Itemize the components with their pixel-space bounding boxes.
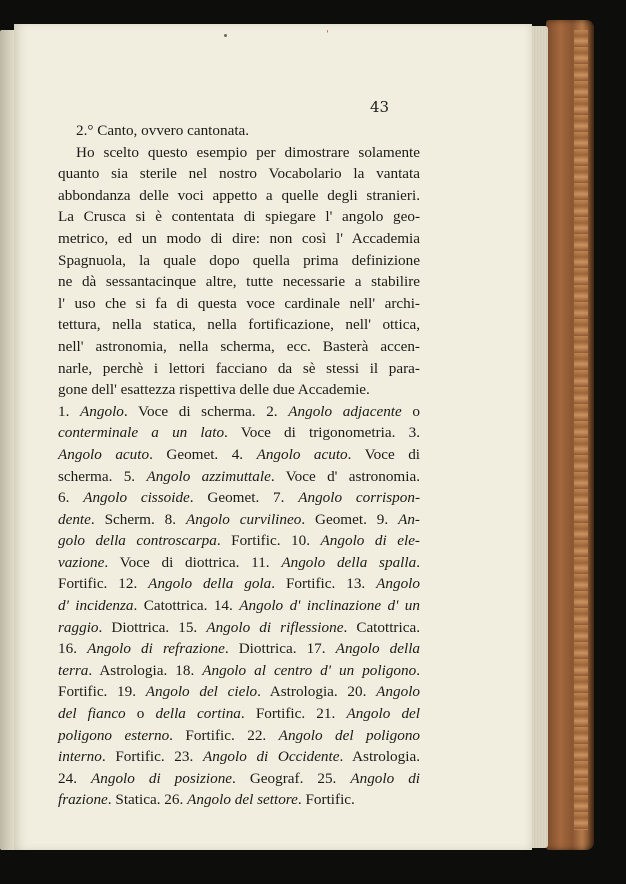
italic-term: Angolo di Occidente: [202, 748, 340, 766]
italic-term: Angolo del poligono: [278, 726, 421, 744]
text-run: gone dell' esattezza rispettiva delle due Accademie.: [58, 381, 370, 399]
text-run: . Statica. 26.: [107, 791, 188, 809]
text-run: Spagnuola, la quale dopo quella prima definizione: [58, 251, 420, 269]
text-run: . Voce di scherma. 2.: [123, 402, 289, 420]
text-line: [58, 293, 420, 315]
text-line: [58, 163, 420, 185]
text-run: Fortific. 19.: [58, 683, 146, 701]
ink-mark: ˈ: [326, 30, 329, 41]
text-run: 2.° Canto, ovvero cantonata.: [76, 122, 250, 139]
text-run: .: [416, 661, 421, 679]
text-run: quanto sia sterile nel nostro Vocabolario la vantata: [58, 165, 420, 183]
text-line: [58, 401, 420, 423]
text-line: [58, 358, 420, 380]
text-run: . Voce di diottrica. 11.: [104, 553, 282, 571]
italic-term: Angolo adjacente: [288, 402, 402, 420]
text-line: [58, 314, 420, 336]
italic-term: An-: [398, 510, 420, 528]
text-run: narle, perchè i lettori facciano da sè stessi il para-: [58, 359, 420, 377]
italic-term: Angolo del cielo: [145, 683, 258, 701]
text-line: [58, 185, 420, 207]
text-run: 6.: [58, 489, 84, 507]
marbled-edge: [574, 30, 588, 830]
text-run: 24.: [58, 769, 91, 787]
text-line: [58, 638, 420, 660]
text-line: [58, 509, 420, 531]
text-run: metrico, ed un modo di dire: non così l' Accademia: [58, 229, 420, 247]
text-run: . Diottrica. 17.: [224, 640, 336, 658]
text-run: . Astrologia. 20.: [257, 683, 377, 701]
text-run: . Scherm. 8.: [90, 510, 186, 528]
text-run: . Catottrica.: [343, 618, 420, 636]
ink-speck: [224, 34, 227, 37]
italic-term: della cortina: [155, 705, 241, 723]
text-line: [58, 746, 420, 768]
text-run: . Geomet. 7.: [189, 489, 299, 507]
text-run: l' uso che si fa di questa voce cardinale nell' archi-: [58, 294, 420, 312]
text-line: [58, 725, 420, 747]
italic-term: Angolo azzimuttale: [146, 467, 271, 485]
text-run: . Fortific. 21.: [240, 705, 347, 723]
text-run: . Fortific. 23.: [101, 748, 203, 766]
italic-term: raggio: [58, 618, 99, 636]
text-line: [58, 228, 420, 250]
text-line: [58, 379, 420, 401]
text-line: [58, 660, 420, 682]
italic-term: poligono esterno: [58, 726, 170, 744]
italic-term: Angolo curvilineo: [185, 510, 302, 528]
text-run: . Voce di: [347, 445, 421, 463]
italic-term: Angolo cissoide: [83, 489, 190, 507]
text-line: [58, 422, 420, 444]
page-number: 43: [370, 98, 390, 116]
text-run: . Fortific. 10.: [216, 532, 321, 550]
italic-term: Angolo del: [346, 705, 420, 723]
text-run: La Crusca si è contentata di spiegare l' angolo geo-: [58, 208, 420, 226]
text-run: Ho scelto questo esempio per dimostrare solamente: [76, 143, 420, 161]
italic-term: vazione: [58, 553, 105, 571]
italic-term: Angolo della: [335, 640, 421, 658]
text-run: . Fortific. 22.: [169, 726, 279, 744]
text-line: [58, 271, 420, 293]
italic-term: Angolo della gola: [148, 575, 272, 593]
italic-term: Angolo acuto: [256, 445, 348, 463]
text-line: [58, 206, 420, 228]
text-run: . Geomet. 4.: [149, 445, 257, 463]
text-run: . Catottrica. 14.: [133, 597, 240, 615]
italic-term: Angolo del settore: [187, 791, 298, 809]
italic-term: frazione: [58, 791, 108, 809]
text-run: o: [401, 402, 420, 420]
italic-term: Angolo della spalla: [281, 553, 417, 571]
text-line: [58, 120, 420, 142]
text-run: o: [125, 705, 156, 723]
text-line: [58, 789, 420, 811]
italic-term: Angolo di refrazione: [87, 640, 225, 658]
italic-term: del fianco: [58, 705, 126, 723]
text-run: . Fortific.: [297, 791, 355, 809]
italic-term: d' incidenza: [58, 597, 134, 615]
text-run: ne dà sessantacinque altre, tutte necessarie a stabilire: [58, 273, 420, 291]
italic-term: Angolo corrispon-: [298, 489, 421, 507]
book-page: [14, 24, 532, 850]
text-line: [58, 466, 420, 488]
italic-term: Angolo: [376, 683, 421, 701]
text-run: 1.: [58, 402, 81, 420]
italic-term: Angolo di posizione: [90, 769, 233, 787]
text-run: . Voce d' astronomia.: [270, 467, 421, 485]
text-line: [58, 336, 420, 358]
text-line: [58, 617, 420, 639]
text-line: [58, 595, 420, 617]
text-run: 16.: [58, 640, 88, 658]
text-line: [58, 530, 420, 552]
text-run: . Astrologia. 18.: [88, 661, 203, 679]
text-run: tettura, nella statica, nella fortificazione, nell' ottica,: [58, 316, 420, 334]
text-run: . Geomet. 9.: [301, 510, 399, 528]
italic-term: terra: [58, 661, 89, 679]
text-run: . Geograf. 25.: [232, 769, 351, 787]
text-line: [58, 681, 420, 703]
italic-term: dente: [58, 510, 91, 528]
text-run: . Fortific. 13.: [271, 575, 377, 593]
text-run: . Astrologia.: [339, 748, 420, 766]
italic-term: conterminale a un lato: [58, 424, 225, 442]
text-line: [58, 142, 420, 164]
italic-term: Angolo di ele-: [320, 532, 420, 550]
text-line: [58, 552, 420, 574]
italic-term: Angolo: [376, 575, 420, 593]
text-run: scherma. 5.: [58, 467, 147, 485]
italic-term: interno: [58, 748, 102, 766]
text-line: [58, 573, 420, 595]
text-run: .: [416, 553, 420, 571]
italic-term: Angolo al centro d' un poligono: [202, 661, 417, 679]
text-run: . Diottrica. 15.: [98, 618, 207, 636]
text-run: abbondanza delle voci appetto a quelle degli stranieri.: [58, 186, 420, 204]
italic-term: Angolo: [80, 402, 124, 420]
text-run: . Voce di trigonometria. 3.: [224, 424, 420, 442]
text-run: nell' astronomia, nella scherma, ecc. Basterà accen-: [58, 337, 420, 355]
text-line: [58, 768, 420, 790]
text-line: [58, 703, 420, 725]
text-line: [58, 250, 420, 272]
body-text: [58, 120, 420, 811]
italic-term: Angolo acuto: [58, 445, 150, 463]
text-line: [58, 444, 420, 466]
italic-term: golo della controscarpa: [58, 532, 217, 550]
italic-term: Angolo di: [350, 769, 421, 787]
text-line: [58, 487, 420, 509]
text-run: Fortific. 12.: [58, 575, 149, 593]
italic-term: Angolo di riflessione: [206, 618, 344, 636]
italic-term: Angolo d' inclinazione d' un: [239, 597, 420, 615]
